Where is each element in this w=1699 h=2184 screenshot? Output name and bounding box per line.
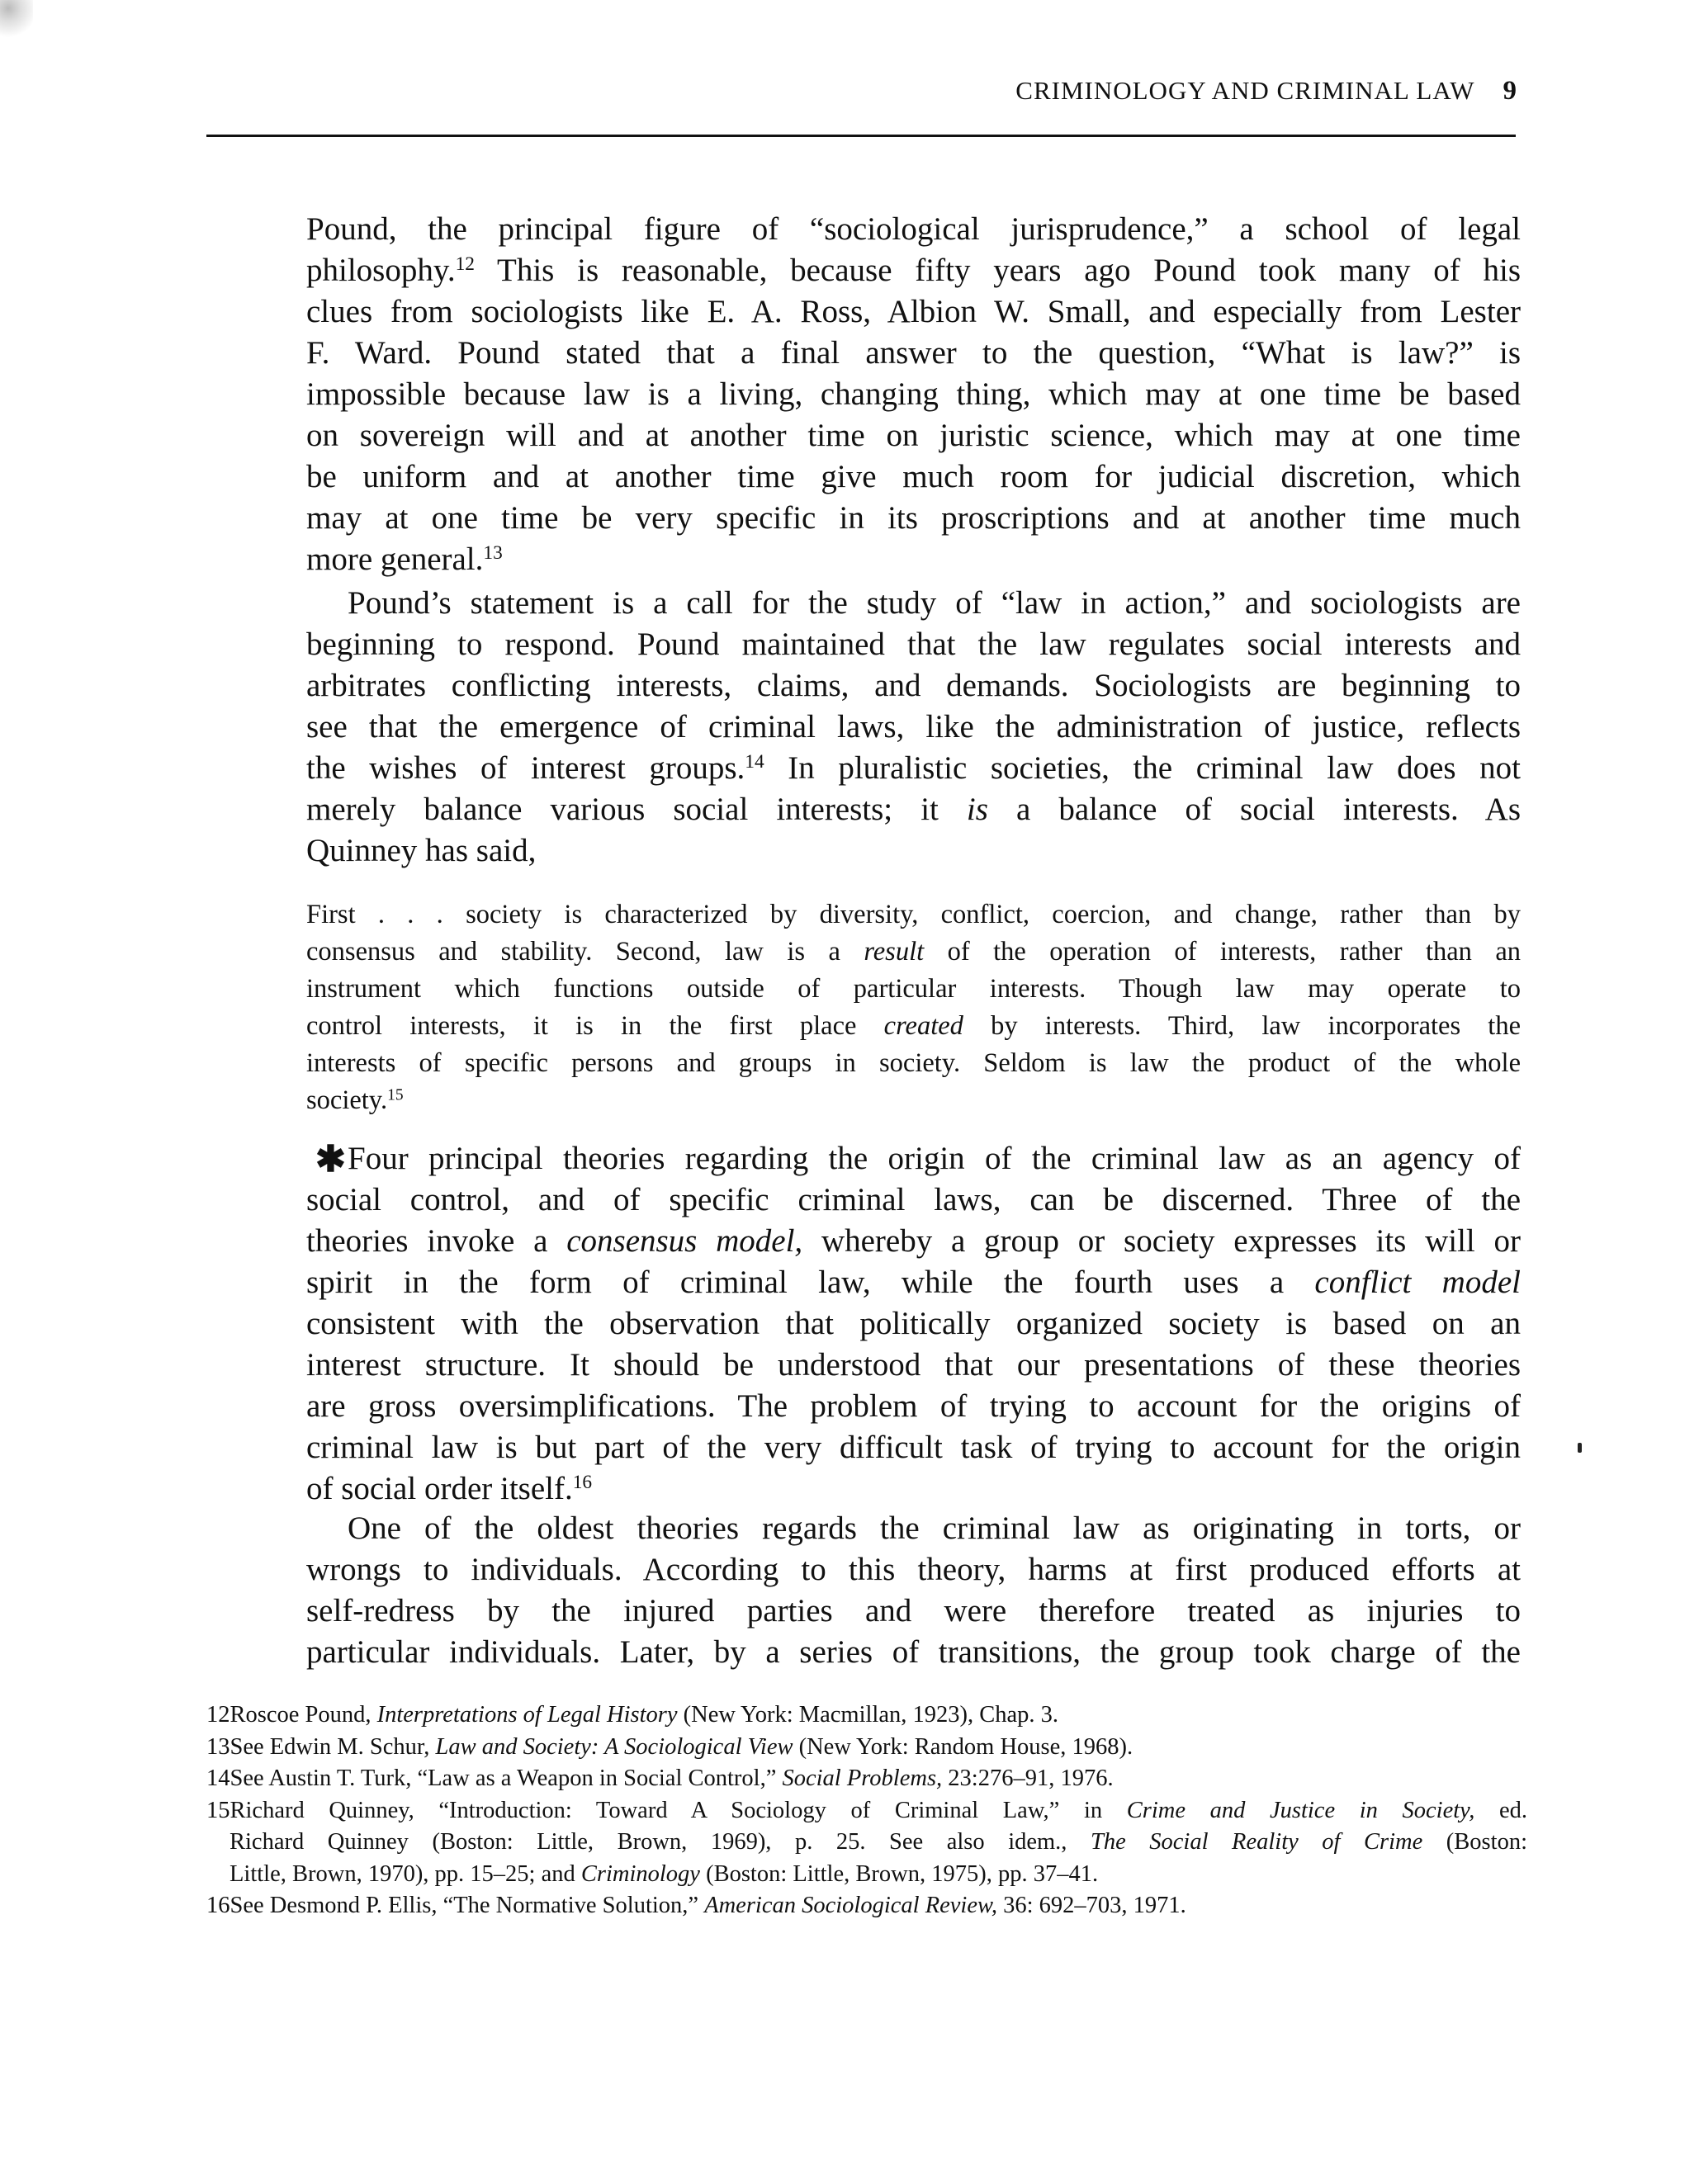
text-line	[306, 1221, 1521, 1262]
scan-smudge	[0, 0, 33, 41]
text-line	[306, 1179, 1521, 1221]
text-span: of the operation of interests, rather than an	[924, 937, 1521, 967]
text-line	[306, 1549, 1521, 1591]
text-line	[306, 1008, 1521, 1045]
text-span: (Boston:	[1422, 1829, 1527, 1855]
text-line	[306, 250, 1521, 291]
text-span: consensus and stability. Second, law is a	[306, 937, 864, 967]
italic-text: Interpretations of Legal History	[376, 1702, 678, 1728]
text-line	[306, 539, 1521, 580]
text-line	[306, 1045, 1521, 1082]
text-line	[306, 789, 1521, 830]
italic-text: result	[864, 937, 925, 967]
text-span: Pound’s statement is a call for the study of “law in action,” and sociologists are	[348, 585, 1521, 621]
text-span: criminal law is but part of the very difficult task of trying to account for the origin	[306, 1430, 1521, 1465]
text-line	[306, 415, 1521, 456]
text-span: interest structure. It should be understood that our presentations of these theories	[306, 1347, 1521, 1383]
text-span: In pluralistic societies, the criminal law does not	[764, 750, 1521, 786]
text-line	[306, 1082, 1521, 1119]
italic-text: Crime and Justice in Society,	[1126, 1797, 1475, 1823]
text-span: merely balance various social interests; it	[306, 792, 967, 827]
text-line	[306, 707, 1521, 748]
text-span: are gross oversimplifications. The problem of trying to account for the origins of	[306, 1388, 1521, 1424]
footnotes	[206, 1699, 1527, 1922]
text-line	[306, 456, 1521, 498]
text-span: Richard Quinney, “Introduction: Toward A Sociology of Criminal Law,” in	[230, 1797, 1127, 1823]
footnote-ref: 12	[455, 253, 475, 276]
text-line	[306, 498, 1521, 539]
text-line	[306, 624, 1521, 665]
text-span: wrongs to individuals. According to this theory, harms at first produced efforts at	[306, 1552, 1521, 1587]
text-span: 16	[206, 1893, 230, 1918]
text-span: (New York: Random House, 1968).	[793, 1733, 1133, 1760]
text-span: See Edwin M. Schur,	[230, 1733, 436, 1760]
text-line	[306, 1345, 1521, 1386]
text-span: society.	[306, 1085, 388, 1115]
header-rule	[206, 135, 1516, 137]
text-span: See Desmond P. Ellis, “The Normative Solution,”	[230, 1893, 705, 1918]
text-span: See Austin T. Turk, “Law as a Weapon in Social Control,”	[230, 1766, 783, 1791]
text-span: F. Ward. Pound stated that a final answer to the question, “What is law?” is	[306, 335, 1521, 371]
footnote-ref: 13	[483, 542, 503, 565]
text-span: Four principal theories regarding the origin of the criminal law as an agency of	[348, 1141, 1521, 1176]
text-span: control interests, it is in the first place	[306, 1011, 884, 1041]
text-span: see that the emergence of criminal laws, like the administration of justice, reflects	[306, 709, 1521, 745]
text-line	[306, 934, 1521, 971]
text-span: 36: 692–703, 1971.	[997, 1893, 1186, 1918]
text-span: (Boston: Little, Brown, 1975), pp. 37–41.	[699, 1860, 1099, 1887]
footnote-line	[206, 1763, 1527, 1795]
text-span: Quinney has said,	[306, 833, 537, 868]
text-line	[306, 1591, 1521, 1632]
text-line	[306, 583, 1521, 624]
running-head-title: CRIMINOLOGY AND CRIMINAL LAW	[1015, 76, 1475, 105]
italic-text: Social Problems,	[782, 1766, 943, 1791]
text-span: be uniform and at another time give much room for judicial discretion, which	[306, 459, 1521, 494]
italic-text: Criminology	[580, 1860, 700, 1887]
text-span: Little, Brown, 1970), pp. 15–25; and	[230, 1860, 581, 1887]
text-line	[306, 333, 1521, 374]
text-span: social control, and of specific criminal laws, can be discerned. Three of the	[306, 1182, 1521, 1217]
text-span: on sovereign will and at another time on juristic science, which may at one time	[306, 418, 1521, 453]
paragraph-2	[306, 583, 1521, 872]
footnote-line	[206, 1795, 1527, 1827]
italic-text: Law and Society: A Sociological View	[435, 1733, 793, 1760]
running-head	[1015, 76, 1517, 106]
text-span: 12	[206, 1702, 230, 1728]
footnote-ref: 15	[387, 1086, 404, 1104]
text-span: a balance of social interests. As	[987, 792, 1521, 827]
italic-text: is	[966, 792, 988, 827]
text-line	[306, 1468, 1521, 1510]
text-span: First . . . society is characterized by diversity, conflict, coercion, and change, rather than by	[306, 900, 1521, 929]
text-line	[306, 1262, 1521, 1303]
page-number: 9	[1503, 76, 1517, 106]
text-span: (New York: Macmillan, 1923), Chap. 3.	[677, 1702, 1059, 1728]
footnote-ref: 14	[745, 751, 764, 773]
text-line	[306, 896, 1521, 934]
text-line	[306, 374, 1521, 415]
paragraph-3	[306, 1138, 1521, 1510]
footnote-ref: 16	[572, 1472, 593, 1494]
text-line	[306, 830, 1521, 872]
text-span: consistent with the observation that politically organized society is based on an	[306, 1306, 1521, 1341]
footnote-line	[206, 1699, 1527, 1732]
footnote-line	[206, 1732, 1527, 1764]
text-span: impossible because law is a living, changing thing, which may at one time be based	[306, 376, 1521, 412]
text-span: spirit in the form of criminal law, while the fourth uses a	[306, 1265, 1315, 1300]
text-span: theories invoke a	[306, 1223, 567, 1259]
handwritten-asterisk-icon: ✱	[315, 1139, 346, 1179]
text-span: ed.	[1474, 1797, 1527, 1823]
text-line	[306, 1508, 1521, 1549]
text-line	[306, 1632, 1521, 1673]
text-span: of social order itself.	[306, 1471, 573, 1506]
text-span: clues from sociologists like E. A. Ross, Albion W. Small, and especially from Lester	[306, 294, 1521, 329]
text-span: particular individuals. Later, by a series of transitions, the group took charge of the	[306, 1634, 1521, 1670]
text-span: instrument which functions outside of particular interests. Though law may operate to	[306, 974, 1521, 1004]
text-span: whereby a group or society expresses its will or	[802, 1223, 1521, 1259]
text-span: Roscoe Pound,	[230, 1702, 377, 1728]
italic-text: conflict model	[1314, 1265, 1521, 1300]
text-span: This is reasonable, because fifty years ago Pound took many of his	[474, 253, 1521, 288]
text-line	[306, 748, 1521, 789]
text-span: Richard Quinney (Boston: Little, Brown, 1969), p. 25. See also idem.,	[230, 1829, 1091, 1855]
text-span: interests of specific persons and groups in society. Seldom is law the product of the whole	[306, 1048, 1521, 1078]
text-line	[306, 209, 1521, 250]
text-line	[306, 1303, 1521, 1345]
margin-mark	[1578, 1443, 1582, 1453]
text-span: by interests. Third, law incorporates the	[963, 1011, 1521, 1041]
text-span: beginning to respond. Pound maintained that the law regulates social interests and	[306, 626, 1521, 662]
italic-text: consensus model,	[566, 1223, 803, 1259]
paragraph-4	[306, 1508, 1521, 1673]
paragraph-1	[306, 209, 1521, 580]
italic-text: created	[883, 1011, 963, 1041]
text-span: One of the oldest theories regards the criminal law as originating in torts, or	[348, 1510, 1521, 1546]
text-line	[306, 1386, 1521, 1427]
text-span: the wishes of interest groups.	[306, 750, 745, 786]
text-span: 14	[206, 1766, 230, 1791]
text-line	[306, 1427, 1521, 1468]
text-line	[306, 1138, 1521, 1179]
text-span: self-redress by the injured parties and were therefore treated as injuries to	[306, 1593, 1521, 1629]
text-span: 13	[206, 1733, 230, 1760]
text-line	[306, 665, 1521, 707]
text-span: 23:276–91, 1976.	[942, 1766, 1114, 1791]
footnote-line	[206, 1859, 1527, 1891]
text-span: Pound, the principal figure of “sociological jurisprudence,” a school of legal	[306, 211, 1521, 247]
text-span: philosophy.	[306, 253, 456, 288]
text-span: more general.	[306, 541, 484, 577]
block-quote	[306, 896, 1521, 1119]
italic-text: The Social Reality of Crime	[1090, 1829, 1423, 1855]
footnote-line	[206, 1890, 1527, 1922]
text-line	[306, 971, 1521, 1008]
text-line	[306, 291, 1521, 333]
text-span: may at one time be very specific in its proscriptions and at another time much	[306, 500, 1521, 536]
text-span: 15	[206, 1797, 230, 1823]
italic-text: American Sociological Review,	[704, 1893, 998, 1918]
footnote-line	[206, 1827, 1527, 1859]
text-span: arbitrates conflicting interests, claims, and demands. Sociologists are beginning to	[306, 668, 1521, 703]
